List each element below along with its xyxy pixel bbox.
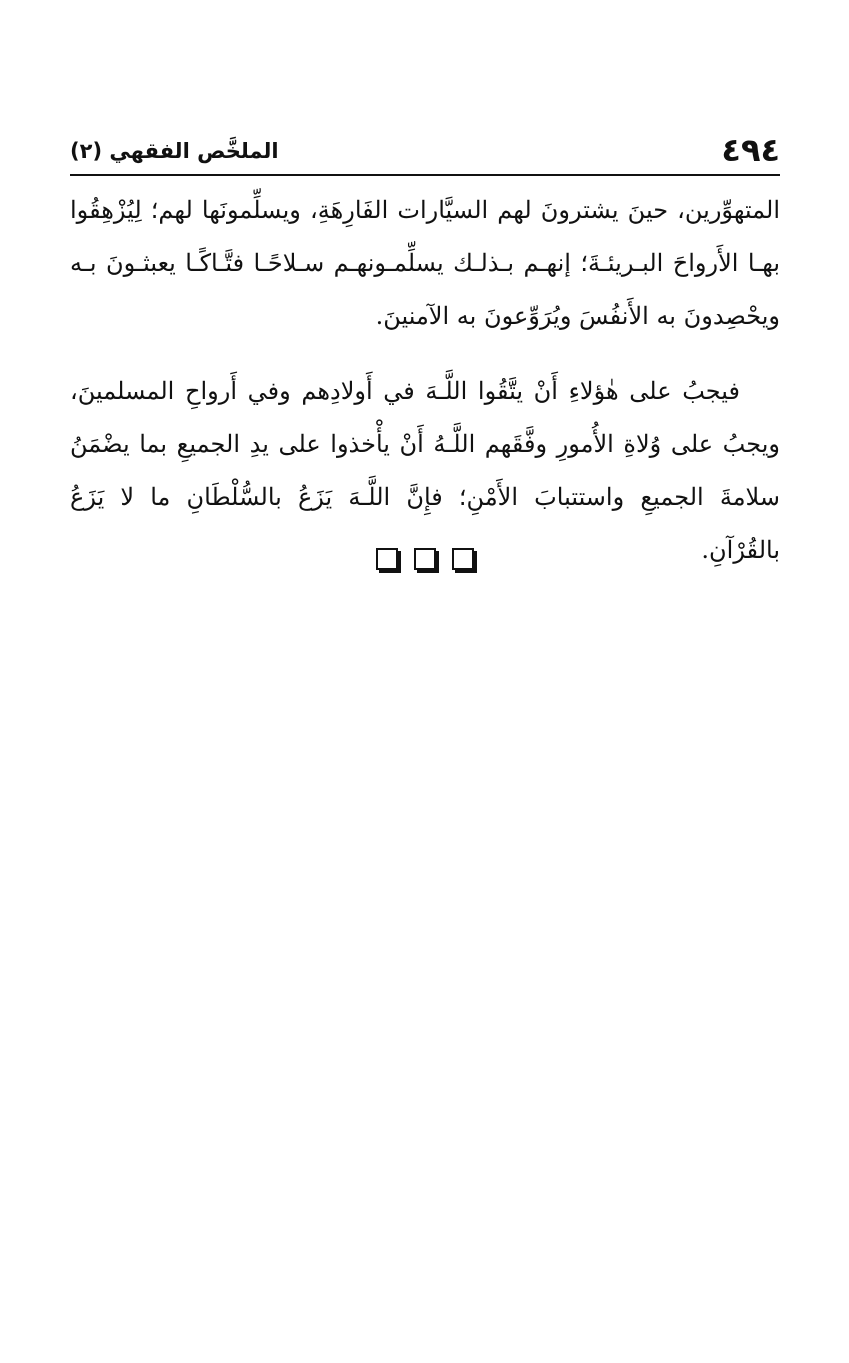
square-box-icon	[376, 548, 398, 570]
running-title: الملخَّص الفقهي (٢)	[70, 139, 279, 163]
header-rule	[70, 174, 780, 176]
page-number: ٤٩٤	[721, 131, 780, 169]
section-end-marks	[0, 548, 849, 570]
paragraph-2: فيجبُ على هٰؤلاءِ أَنْ يتَّقُوا اللَّـهَ في أَولادِهم وفي أَرواحِ المسلمينَ، ويجبُ على وُلاةِ الأُمورِ وفَّقَهم اللَّـهُ أَنْ يأْخذوا على يدِ الجميعِ بما يضْمَنُ سلامةَ الجميعِ واستتبابَ الأَمْنِ؛ فإِنَّ اللَّـهَ يَزَعُ بالسُّلْطَانِ ما لا يَزَعُ بالقُرْآنِ.	[70, 377, 780, 564]
body-text	[70, 184, 780, 577]
paragraph-1: المتهوِّرين، حينَ يشترونَ لهم السيَّارات الفَارِهَةِ، ويسلِّمونَها لهم؛ لِيُزْهِقُوا بهـا الأَرواحَ البـريئـةَ؛ إنهـم بـذلـك يسلِّمـونهـم سـلاحًـا فتَّـاكًـا يعبثـونَ بـه ويحْصِدونَ به الأَنفُسَ ويُرَوِّعونَ به الآمنينَ.	[70, 196, 780, 330]
square-box-icon	[452, 548, 474, 570]
square-box-icon	[414, 548, 436, 570]
page-header	[70, 130, 780, 170]
